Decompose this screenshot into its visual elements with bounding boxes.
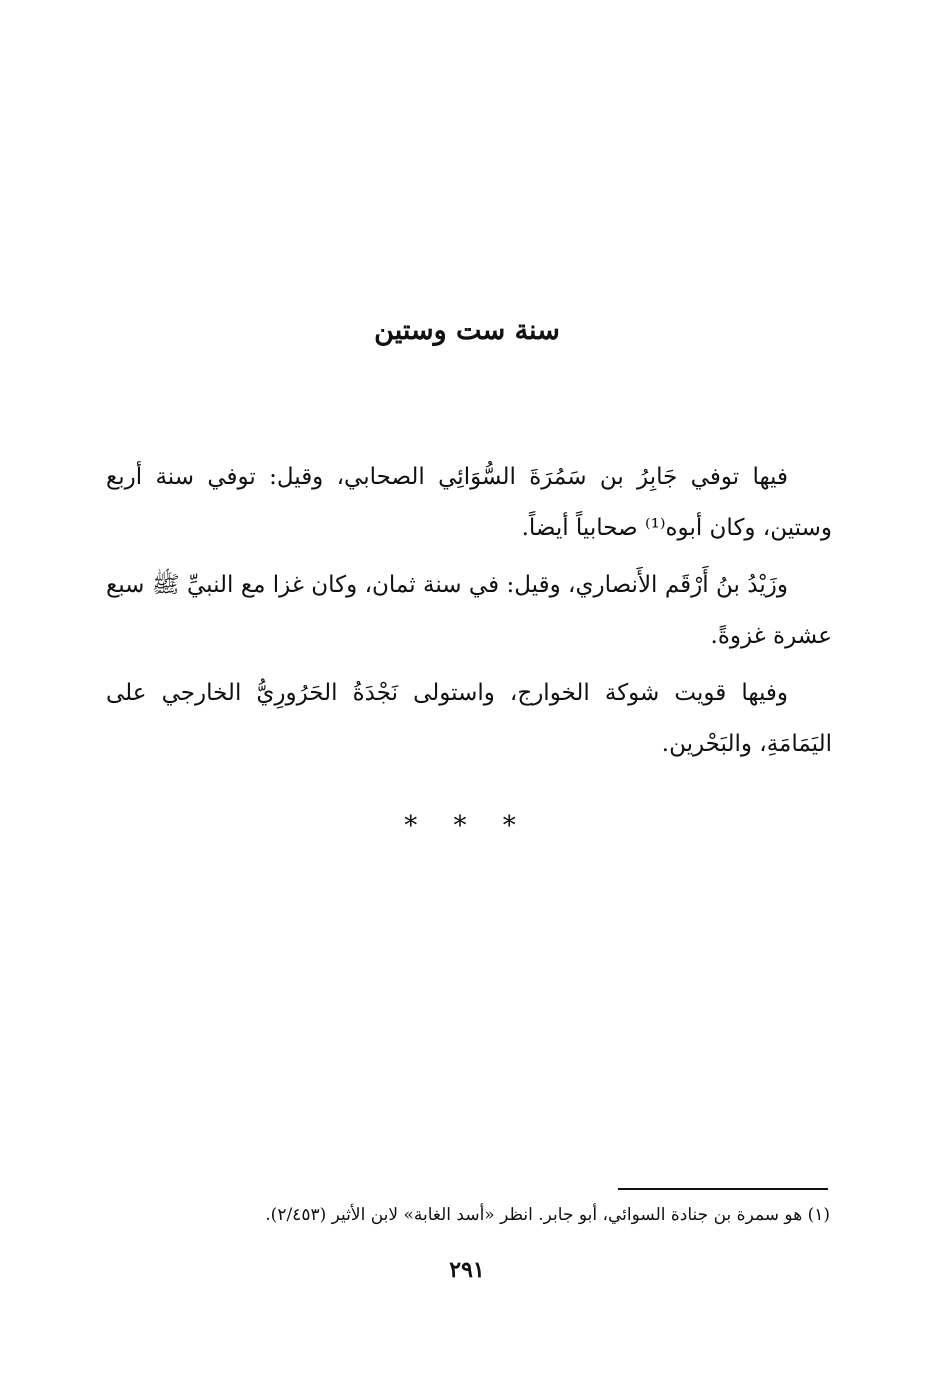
paragraph-3: وفيها قويت شوكة الخوارج، واستولى نَجْدَةُ الحَرُورِيُّ الخارجي على اليَمَامَةِ، والبَحْرين. [106,680,832,757]
footnote-divider [618,1188,828,1190]
page-number: ٢٩١ [449,1257,485,1283]
paragraph-2: وزَيْدُ بنُ أَرْقَم الأَنصاري، وقيل: في سنة ثمان، وكان غزا مع النبيِّ ﷺ سبع عشرة غزوةً. [106,572,832,649]
footnote: (١) هو سمرة بن جنادة السوائي، أبو جابر. انظر «أسد الغابة» لابن الأثير (٢/٤٥٣). [265,1205,830,1225]
paragraph-1: فيها توفي جَابِرُ بن سَمُرَةَ السُّوَائِي الصحابي، وقيل: توفي سنة أربع وستين، وكان أبوه⁽¹⁾ صحابياً أيضاً. [106,464,832,541]
section-separator: * * * [404,811,530,841]
main-text [106,452,832,776]
chapter-title: سنة ست وستين [374,315,560,346]
